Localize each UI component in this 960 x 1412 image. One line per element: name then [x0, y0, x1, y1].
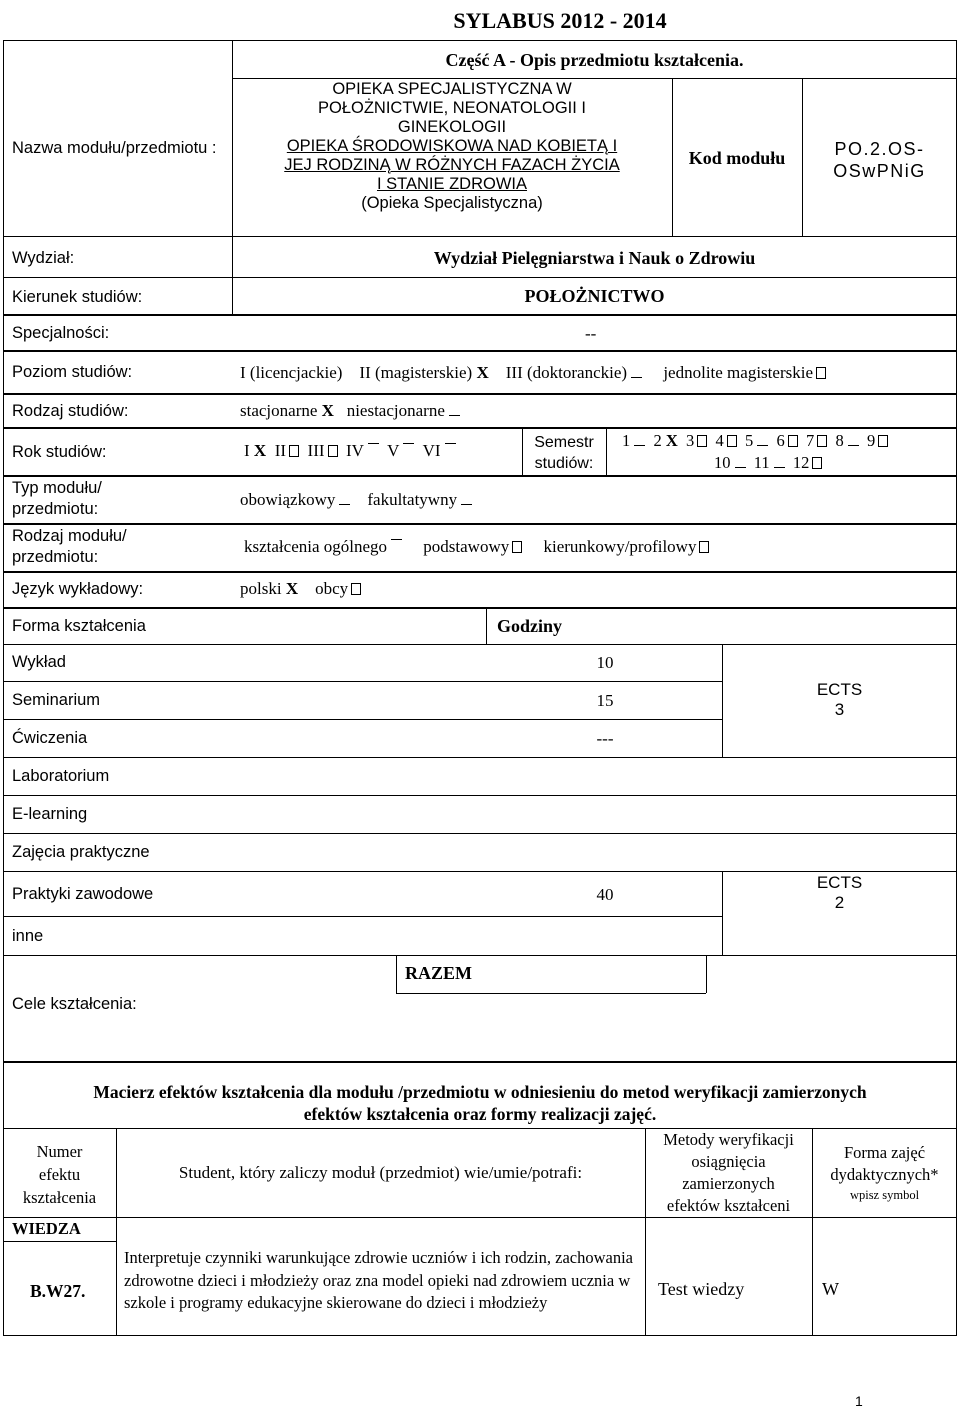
- type-obowiazkowy[interactable]: obowiązkowy: [240, 490, 336, 509]
- checkbox-empty[interactable]: [816, 367, 826, 379]
- semester-label-line: Semestr: [534, 434, 594, 451]
- forms-row-name: Wykład: [12, 653, 66, 671]
- type-label-line: przedmiotu:: [12, 500, 99, 518]
- checkbox-empty[interactable]: [328, 445, 338, 457]
- divider: [232, 78, 957, 79]
- semester-label-line: studiów:: [534, 455, 594, 472]
- page-number: 1: [855, 1393, 863, 1409]
- matrix-title: [3, 1081, 957, 1125]
- checkbox-empty[interactable]: [445, 443, 456, 456]
- module-code-label: Kod modułu: [688, 148, 786, 168]
- ects-label: ECTS: [816, 873, 863, 892]
- module-name: [232, 80, 672, 213]
- specialty-value: --: [585, 324, 597, 343]
- divider: [3, 40, 957, 41]
- checkbox-empty[interactable]: [788, 435, 798, 447]
- year-ii[interactable]: II: [274, 441, 287, 460]
- mode-row: [3, 394, 957, 428]
- level-licencjackie[interactable]: I (licencjackie): [240, 363, 343, 382]
- semester-10[interactable]: 10: [714, 453, 731, 472]
- divider: [3, 681, 722, 682]
- checkbox-empty[interactable]: [351, 583, 361, 595]
- matrix-col-methods: [645, 1129, 812, 1217]
- matrix-col-line: efektu: [38, 1165, 81, 1184]
- level-doktoranckie[interactable]: III (doktoranckie): [505, 363, 628, 382]
- faculty-label: Wydział:: [12, 249, 75, 267]
- language-label: Język wykładowy:: [12, 580, 144, 598]
- level-label: Poziom studiów:: [12, 363, 133, 381]
- checkbox-empty[interactable]: [878, 435, 888, 447]
- mode-stacjonarne[interactable]: stacjonarne: [240, 401, 318, 420]
- year-v[interactable]: V: [387, 441, 400, 460]
- semester-1[interactable]: 1: [622, 431, 631, 450]
- specialty-row: [3, 315, 957, 351]
- divider: [3, 955, 957, 956]
- divider: [3, 1241, 116, 1242]
- divider: [606, 428, 607, 476]
- matrix-row-text: Interpretuje czynniki warunkujące zdrowie uczniów i ich rodzin, zachowania zdrowotne dzieci i młodzieży oraz zna model opieki nad zdrowiem ucznia w szkole i programy edukacyjne skierowane do dzieci i młodzieży: [124, 1248, 633, 1312]
- year-label: Rok studiów:: [12, 443, 107, 461]
- checkbox-empty[interactable]: [391, 539, 402, 552]
- semester-5[interactable]: 5: [745, 431, 754, 450]
- level-jednolite[interactable]: jednolite magisterskie: [663, 363, 813, 382]
- matrix-col-line: wpisz symbol: [849, 1188, 920, 1202]
- semester-3[interactable]: 3: [686, 431, 695, 450]
- language-options: [240, 579, 361, 599]
- divider: [3, 916, 722, 917]
- module-label-text: Nazwa modułu/przedmiotu :: [12, 139, 217, 157]
- forms-header-form: Forma kształcenia: [12, 617, 146, 635]
- matrix-title-line: efektów kształcenia oraz formy realizacji zajęć.: [303, 1104, 657, 1124]
- level-options: [240, 363, 826, 383]
- matrix-col-line: efektów kształceni: [666, 1196, 791, 1215]
- checkbox-empty[interactable]: [697, 435, 707, 447]
- forms-row-hours: ---: [596, 729, 614, 748]
- semester-12[interactable]: 12: [792, 453, 810, 472]
- module-label: [12, 137, 222, 159]
- semester-6[interactable]: 6: [776, 431, 785, 450]
- divider: [3, 644, 957, 645]
- checkbox-empty[interactable]: [727, 435, 737, 447]
- semester-11[interactable]: 11: [753, 453, 770, 472]
- matrix-col-line: osiągnięcia: [691, 1152, 766, 1171]
- matrix-row-id: B.W27.: [30, 1281, 86, 1301]
- checkbox-empty[interactable]: [774, 457, 785, 468]
- forms-row-name: Seminarium: [12, 691, 101, 709]
- divider: [3, 1128, 957, 1129]
- checkbox-empty[interactable]: [634, 435, 645, 446]
- forms-row-name: Laboratorium: [12, 767, 110, 785]
- matrix-col-line: zamierzonych: [682, 1174, 775, 1193]
- ects-block-2: [722, 873, 957, 913]
- kind-ogolnego[interactable]: kształcenia ogólnego: [244, 537, 388, 556]
- forms-row-name: Ćwiczenia: [12, 729, 88, 747]
- kind-kierunkowy[interactable]: kierunkowy/profilowy: [543, 537, 697, 556]
- module-name-line: GINEKOLOGII: [397, 118, 507, 136]
- matrix-col-student: Student, który zaliczy moduł (przedmiot) wie/umie/potrafi:: [178, 1163, 583, 1182]
- matrix-col-line: Numer: [36, 1142, 83, 1161]
- checkbox-empty[interactable]: [339, 494, 350, 505]
- forms-row-hours: 15: [596, 691, 614, 710]
- divider: [706, 955, 707, 993]
- divider: [3, 871, 957, 872]
- divider: [3, 757, 957, 758]
- semester-7[interactable]: 7: [806, 431, 815, 450]
- divider: [3, 236, 957, 237]
- module-name-line: OPIEKA SPECJALISTYCZNA W: [332, 80, 572, 98]
- checkbox-empty[interactable]: [735, 457, 746, 468]
- language-polski[interactable]: polski: [240, 579, 282, 598]
- module-name-line: (Opieka Specjalistyczna): [361, 194, 543, 212]
- divider: [3, 719, 722, 720]
- year-vi[interactable]: VI: [422, 441, 441, 460]
- language-row: [3, 572, 957, 608]
- ects-block-1: [722, 680, 957, 720]
- checkbox-empty[interactable]: [289, 445, 299, 457]
- checkbox-empty[interactable]: [449, 405, 460, 416]
- matrix-col-line: kształcenia: [22, 1188, 97, 1207]
- semester-9[interactable]: 9: [867, 431, 876, 450]
- divider: [486, 608, 487, 644]
- check-mark: X: [321, 401, 334, 420]
- kind-label: [12, 526, 127, 568]
- total-label: RAZEM: [405, 963, 472, 983]
- language-obcy[interactable]: obcy: [315, 579, 349, 598]
- checkbox-empty[interactable]: [699, 541, 709, 553]
- type-fakultatywny[interactable]: fakultatywny: [367, 490, 458, 509]
- faculty-value: Wydział Pielęgniarstwa i Nauk o Zdrowiu: [433, 248, 756, 268]
- checkbox-empty[interactable]: [817, 435, 827, 447]
- mode-options: [240, 401, 460, 421]
- mode-niestacjonarne[interactable]: niestacjonarne: [346, 401, 445, 420]
- ects-value: 3: [834, 700, 845, 719]
- checkbox-empty[interactable]: [368, 443, 379, 456]
- matrix-row-method: Test wiedzy: [658, 1279, 745, 1299]
- matrix-col-form: [812, 1142, 957, 1204]
- document-title: SYLABUS 2012 - 2014: [453, 8, 667, 33]
- kind-podstawowy[interactable]: podstawowy: [423, 537, 510, 556]
- divider: [3, 277, 957, 278]
- matrix-row-form: W: [822, 1279, 839, 1299]
- type-label: [12, 478, 102, 520]
- check-mark: X: [253, 441, 267, 460]
- module-name-line: I STANIE ZDROWIA: [376, 175, 528, 193]
- level-magisterskie[interactable]: II (magisterskie): [359, 363, 473, 382]
- forms-row-name: inne: [12, 927, 44, 945]
- semester-8[interactable]: 8: [835, 431, 844, 450]
- forms-row-hours: 40: [596, 885, 614, 904]
- check-mark: X: [476, 363, 489, 382]
- matrix-section: WIEDZA: [12, 1219, 81, 1238]
- divider: [3, 1217, 957, 1218]
- module-name-line: OPIEKA ŚRODOWISKOWA NAD KOBIETĄ I: [286, 137, 618, 155]
- checkbox-empty[interactable]: [461, 494, 472, 505]
- matrix-col-line: Metody weryfikacji: [663, 1130, 794, 1149]
- year-i[interactable]: I: [244, 441, 250, 460]
- semester-label: [522, 432, 606, 474]
- year-options: [244, 441, 456, 461]
- divider: [3, 833, 957, 834]
- type-label-line: Typ modułu/: [12, 479, 102, 497]
- forms-row-name: E-learning: [12, 805, 88, 823]
- year-iv[interactable]: IV: [346, 441, 364, 460]
- checkbox-empty[interactable]: [512, 541, 522, 553]
- year-iii[interactable]: III: [307, 441, 325, 460]
- goals-label: Cele kształcenia:: [12, 995, 137, 1013]
- checkbox-empty[interactable]: [631, 367, 642, 378]
- forms-row-name: Praktyki zawodowe: [12, 885, 154, 903]
- module-name-line: POŁOŻNICTWIE, NEONATOLOGII I: [317, 99, 586, 117]
- check-mark: X: [285, 579, 299, 598]
- checkbox-empty[interactable]: [403, 443, 414, 456]
- module-code-line: OSwPNiG: [833, 161, 926, 181]
- module-code-line: PO.2.OS-: [834, 139, 925, 159]
- semester-4[interactable]: 4: [715, 431, 724, 450]
- direction-label: Kierunek studiów:: [12, 288, 143, 306]
- matrix-col-line: dydaktycznych*: [830, 1165, 939, 1184]
- matrix-col-number: [3, 1140, 116, 1209]
- divider: [396, 955, 397, 993]
- divider: [116, 1128, 117, 1336]
- ects-value: 2: [834, 893, 845, 912]
- check-mark: X: [665, 431, 678, 450]
- part-a-heading: Część A - Opis przedmiotu kształcenia.: [445, 50, 744, 70]
- forms-header-hours: Godziny: [497, 616, 563, 636]
- semester-options-row2: [714, 454, 822, 473]
- matrix-col-line: Forma zajęć: [843, 1143, 926, 1162]
- specialty-label: Specjalności:: [12, 324, 110, 342]
- module-code: [802, 138, 957, 182]
- checkbox-empty[interactable]: [812, 457, 822, 469]
- ects-label: ECTS: [816, 680, 863, 699]
- checkbox-empty[interactable]: [757, 435, 768, 446]
- direction-value: POŁOŻNICTWO: [524, 286, 665, 306]
- forms-row-hours: 10: [596, 653, 614, 672]
- type-row: [3, 476, 957, 524]
- type-options: [240, 490, 472, 510]
- checkbox-empty[interactable]: [848, 435, 859, 446]
- mode-label: Rodzaj studiów:: [12, 402, 129, 420]
- kind-label-line: przedmiotu:: [12, 548, 99, 566]
- kind-label-line: Rodzaj modułu/: [12, 527, 127, 545]
- semester-2[interactable]: 2: [653, 431, 662, 450]
- divider: [3, 795, 957, 796]
- module-name-line: JEJ RODZINĄ W RÓŻNYCH FAZACH ŻYCIA: [284, 156, 620, 174]
- matrix-title-line: Macierz efektów kształcenia dla modułu /przedmiotu w odniesieniu do metod weryfikacji zamierzonych: [93, 1082, 867, 1102]
- semester-options-row1: [622, 432, 888, 451]
- forms-row-name: Zajęcia praktyczne: [12, 843, 150, 861]
- kind-options: [244, 537, 709, 557]
- divider: [396, 993, 706, 994]
